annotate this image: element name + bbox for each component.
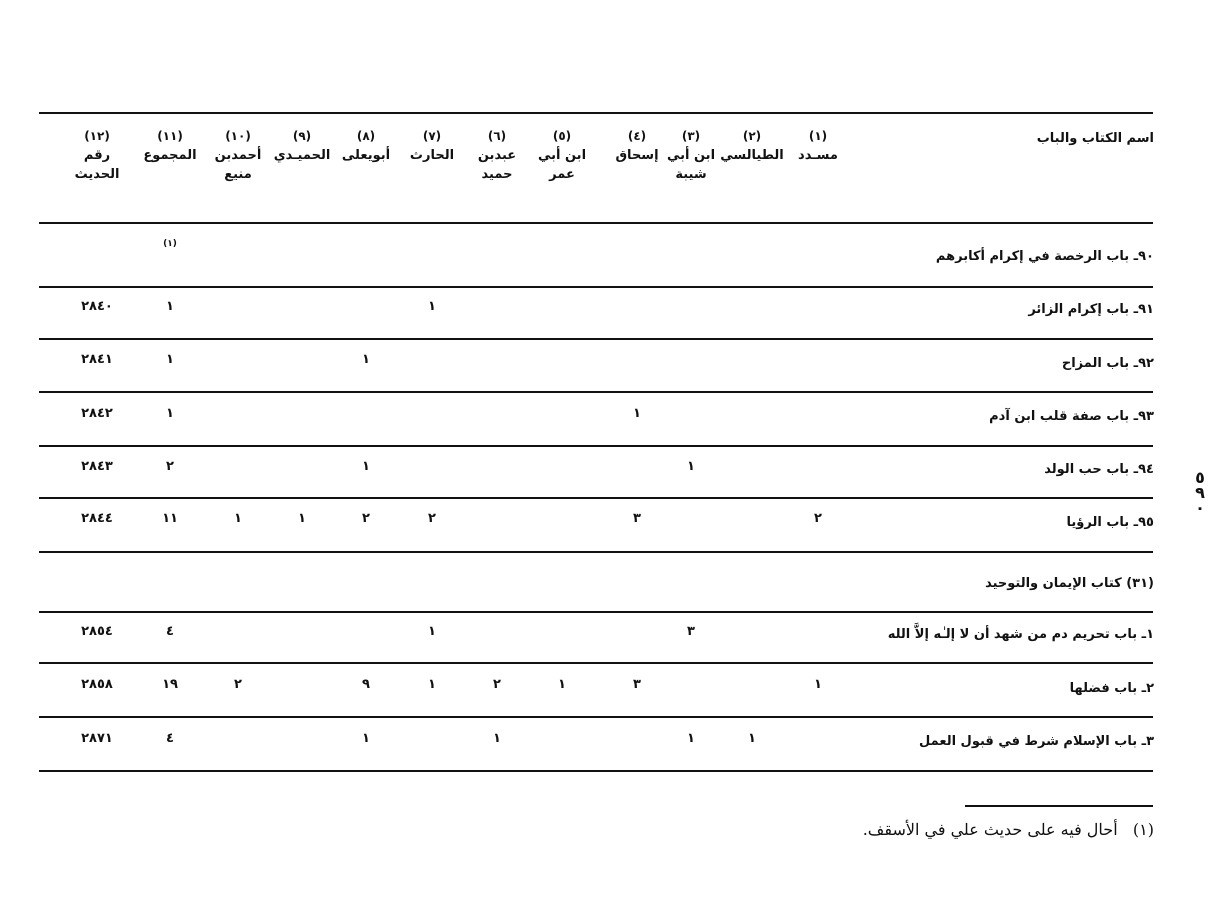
table-cell: ١ (687, 731, 695, 746)
header-column-name: الحارث (409, 148, 455, 163)
row-rule (39, 611, 1153, 613)
table-cell: ٢٨٤٣ (81, 459, 113, 474)
table-cell: ٢ (166, 459, 174, 474)
header-column-number: (١) (808, 129, 828, 143)
header-column-number: (١٠) (225, 129, 251, 143)
header-column (462, 127, 532, 184)
table-cell: ٢ (362, 511, 370, 526)
header-bottom-rule (39, 222, 1153, 224)
table-cell: ٣ (633, 677, 641, 692)
table-cell: ٤ (166, 731, 174, 746)
row-label: ٣ـ باب الإسلام شرط في قبول العمل (919, 734, 1154, 749)
table-cell: ١ (428, 624, 436, 639)
table-cell: ١ (234, 511, 242, 526)
footnote-text: أحال فيه على حديث علي في الأسقف. (862, 820, 1118, 839)
header-column-number: (٧) (422, 129, 442, 143)
header-column (62, 127, 132, 184)
table-cell: ٢٨٥٤ (81, 624, 113, 639)
page-number-digit: ٠ (1195, 498, 1205, 517)
table-cell: ١ (633, 406, 641, 421)
table-cell: ١ (166, 352, 174, 367)
header-column-name: مسـدد (798, 148, 838, 163)
row-label: (٣١) كتاب الإيمان والتوحيد (985, 576, 1154, 591)
table-cell: ١ (748, 731, 756, 746)
page-number-digit: ٥ (1195, 468, 1205, 487)
row-rule (39, 391, 1153, 393)
footnote (863, 820, 1154, 839)
table-cell: ٢ (493, 677, 501, 692)
row-label: ٩٠ـ باب الرخصة في إكرام أكابرهم (935, 249, 1154, 264)
table-cell: ٤ (166, 624, 174, 639)
table-cell: ٢٨٤١ (81, 352, 113, 367)
header-column (135, 127, 205, 165)
table-cell: ٣ (633, 511, 641, 526)
row-label: ١ـ باب تحريم دم من شهد أن لا إلـٰه إلاَّ الله (887, 627, 1154, 642)
header-column-name: أبويعلى (341, 148, 391, 163)
table-top-rule (39, 112, 1153, 114)
header-column (602, 127, 672, 165)
header-column (783, 127, 853, 165)
header-column-name-line2: عمر (549, 167, 575, 182)
table-cell: ٢٨٧١ (81, 731, 113, 746)
table-cell: ٢ (814, 511, 822, 526)
table-cell: ١ (166, 406, 174, 421)
table-cell: ١ (428, 299, 436, 314)
table-cell: ١ (362, 352, 370, 367)
table-cell: ٢٨٤٠ (81, 299, 113, 314)
row-rule (39, 770, 1153, 772)
header-column-number: (٩) (292, 129, 312, 143)
row-label: ٩١ـ باب إكرام الزائر (1028, 302, 1154, 317)
row-label: ٩٢ـ باب المزاح (1061, 356, 1154, 371)
table-cell: ١١ (162, 511, 178, 526)
header-column-number: (٨) (356, 129, 376, 143)
row-rule (39, 662, 1153, 664)
row-rule (39, 445, 1153, 447)
table-cell: ٢ (428, 511, 436, 526)
table-cell: ١ (166, 299, 174, 314)
table-cell: ٢٨٤٤ (81, 511, 113, 526)
header-column-number: (٣) (681, 129, 701, 143)
header-column-number: (٦) (487, 129, 507, 143)
table-cell: ٢٨٥٨ (81, 677, 113, 692)
header-column-name: أحمدبن (214, 148, 262, 163)
table-cell: ١ (362, 731, 370, 746)
header-column-name: رقم الحديث (74, 148, 120, 182)
header-column-number: (٢) (742, 129, 762, 143)
header-column-name-line2: شيبة (675, 167, 707, 182)
header-column-name: الحميـدي (273, 148, 331, 163)
table-cell: ١ (493, 731, 501, 746)
table-cell: ١ (362, 459, 370, 474)
table-cell: ١ (687, 459, 695, 474)
header-column-number: (١٢) (84, 129, 110, 143)
page-number (1187, 470, 1213, 515)
row-rule (39, 551, 1153, 553)
row-label: ٩٤ـ باب حب الولد (1044, 462, 1154, 477)
header-column-number: (١١) (157, 129, 183, 143)
page-number-digit: ٩ (1195, 483, 1205, 502)
header-column-name: المجموع (143, 148, 197, 163)
footnote-marker: (١) (1132, 820, 1154, 839)
row-label: ٢ـ باب فضلها (1069, 681, 1154, 696)
table-cell: ٣ (687, 624, 695, 639)
header-column (397, 127, 467, 165)
table-cell: ١ (298, 511, 306, 526)
table-cell: ١ (814, 677, 822, 692)
table-cell: ٢٨٤٢ (81, 406, 113, 421)
table-cell: ٢ (234, 677, 242, 692)
header-column (331, 127, 401, 165)
header-column-name-line2: حميد (481, 167, 513, 182)
row-rule (39, 338, 1153, 340)
header-column-name: ابن أبي (666, 148, 716, 163)
header-column (267, 127, 337, 165)
footnote-reference: (١) (163, 239, 177, 249)
row-rule (39, 716, 1153, 718)
footnote-separator (965, 805, 1153, 807)
row-rule (39, 286, 1153, 288)
header-column-name: عبدبن (477, 148, 517, 163)
row-label: ٩٣ـ باب صفة قلب ابن آدم (989, 409, 1154, 424)
header-column (717, 127, 787, 165)
header-column-name-line2: منيع (224, 167, 252, 182)
header-column-name: ابن أبي (537, 148, 587, 163)
table-cell: ٩ (362, 677, 370, 692)
header-column-name: إسحاق (615, 148, 659, 163)
table-cell: ١٩ (162, 677, 178, 692)
table-cell: ١ (428, 677, 436, 692)
header-column-name: الطيالسي (720, 148, 784, 163)
header-column-number: (٤) (627, 129, 647, 143)
header-column (203, 127, 273, 184)
table-cell: ١ (558, 677, 566, 692)
row-rule (39, 497, 1153, 499)
header-row-label: اسم الكتاب والباب (1036, 131, 1154, 146)
row-label: ٩٥ـ باب الرؤيا (1066, 515, 1154, 530)
header-column-number: (٥) (552, 129, 572, 143)
header-column (527, 127, 597, 184)
